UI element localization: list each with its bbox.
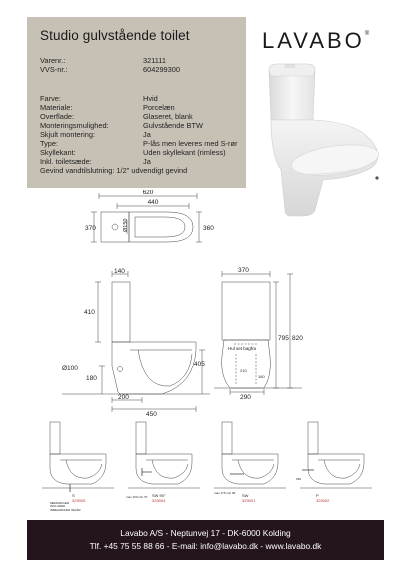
spec-value: Glaseret, blank <box>143 112 193 121</box>
spec-value: 321111 <box>143 56 167 65</box>
spec-label: Varenr.: <box>40 56 66 65</box>
spec-row-materiale <box>40 103 175 112</box>
variant-art: 329004 <box>152 498 166 503</box>
dim-620: 620 <box>142 190 154 196</box>
spec-value: P-lås men leveres med S-rør <box>143 139 238 148</box>
spec-text: Gevind vandtilslutning: 1/2" udvendigt gevind <box>40 166 188 175</box>
top-view-drawing <box>85 190 215 260</box>
toilet-photo <box>255 60 385 220</box>
variant-code: P <box>316 493 319 498</box>
spec-row-montering <box>40 121 203 130</box>
footer-bar <box>27 520 384 560</box>
variant-note: max 175 min 95 <box>214 491 236 495</box>
spec-panel <box>27 17 246 188</box>
spec-label: Skjult montering: <box>40 130 96 139</box>
spec-value: Gulvstående BTW <box>143 121 203 130</box>
variant-code: S <box>72 493 75 498</box>
spec-row-type <box>40 139 237 148</box>
spec-row-gevind <box>40 166 187 175</box>
dim-150: Ø150 <box>123 218 129 232</box>
dim-440: 440 <box>147 199 159 206</box>
spec-row-skjult <box>40 130 151 139</box>
footer-contact: Tlf. +45 75 55 88 66 - E-mail: info@lavabo.dk - www.lavabo.dk <box>89 541 322 551</box>
dim-410: 410 <box>84 309 95 316</box>
dim-200: 200 <box>118 394 129 401</box>
spec-value: Ja <box>143 157 151 166</box>
dim-370: 370 <box>85 225 96 232</box>
dim-405: 405 <box>194 361 205 368</box>
spec-label: Overflade: <box>40 112 75 121</box>
spec-row-farve <box>40 94 158 103</box>
spec-row-skyllekant <box>40 148 226 157</box>
spec-value: Porcelæn <box>143 103 175 112</box>
brand-logo: LAVABO® <box>262 28 370 53</box>
variant-code: SW <box>242 493 249 498</box>
variant-art: 329001 <box>242 498 256 503</box>
dim-290: 290 <box>240 394 251 400</box>
dim-o100: Ø100 <box>62 365 78 372</box>
dim-140: 140 <box>114 268 125 275</box>
spec-label: Inkl. toiletsæde: <box>40 157 92 166</box>
variant-art: 329005 <box>72 498 86 503</box>
variant-row <box>36 418 376 514</box>
dim-front-370: 370 <box>238 267 249 274</box>
dim-820: 820 <box>292 335 303 342</box>
variant-sw90-drawing <box>122 418 202 514</box>
product-title: Studio gulvstående toilet <box>40 28 190 43</box>
variant-p-drawing <box>294 418 374 514</box>
spec-value: Hvid <box>143 94 158 103</box>
dim-450: 450 <box>146 411 157 416</box>
spec-row-saede <box>40 157 151 166</box>
variant-note: 180 <box>296 477 302 481</box>
side-view-drawing <box>62 266 212 416</box>
spec-label: VVS-nr.: <box>40 65 68 74</box>
spec-label: Type: <box>40 139 59 148</box>
variant-note: max 160 min 70 <box>126 495 148 499</box>
spec-row-varenr <box>40 56 166 65</box>
variant-code: SW 90° <box>152 493 166 498</box>
dim-210: 210 <box>240 368 247 373</box>
variant-art: 329002 <box>316 498 330 503</box>
spec-value: Uden skyllekant (rimless) <box>143 148 226 157</box>
variant-note: MEDFØLGER INCLUDED INBEGRIFFEN INGÅR <box>50 502 81 512</box>
spec-row-vvs <box>40 65 180 74</box>
dim-160: 160 <box>258 374 265 379</box>
footer-address: Lavabo A/S - Neptunvej 17 - DK-6000 Kolding <box>120 528 291 538</box>
spec-label: Skyllekant: <box>40 148 76 157</box>
front-view-drawing <box>214 266 304 400</box>
spec-value: Ja <box>143 130 151 139</box>
dim-795: 795 <box>278 335 289 342</box>
spec-label: Farve: <box>40 94 61 103</box>
spec-value: 604299300 <box>143 65 180 74</box>
spec-label: Materiale: <box>40 103 73 112</box>
variant-sw-drawing <box>208 418 288 514</box>
dim-180: 180 <box>86 375 97 382</box>
spec-row-overflade <box>40 112 193 121</box>
spec-label: Monteringsmulighed: <box>40 121 109 130</box>
hole-note: Hul set bagfra <box>228 346 257 351</box>
variant-s-drawing <box>36 418 116 514</box>
dim-360: 360 <box>203 225 214 232</box>
